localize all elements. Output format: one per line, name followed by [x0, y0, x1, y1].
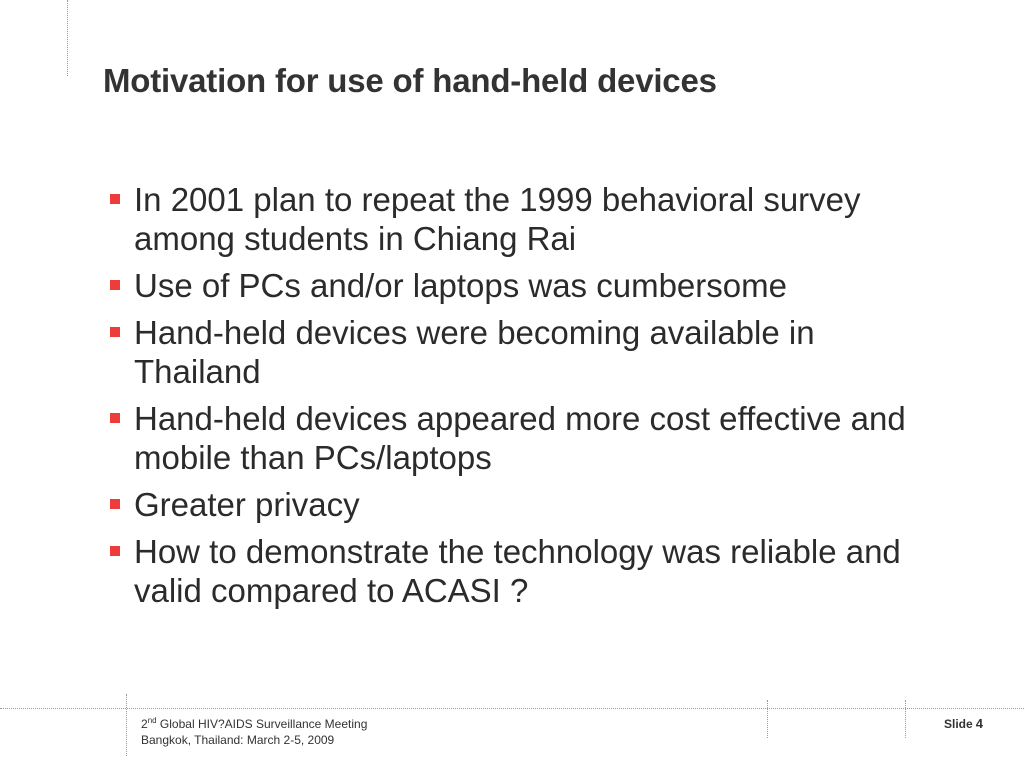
slide-number-label: [944, 716, 983, 731]
square-bullet-icon: [110, 546, 120, 556]
meeting-name: Global HIV?AIDS Surveillance Meeting: [156, 717, 368, 731]
square-bullet-icon: [110, 327, 120, 337]
meeting-ordinal-suffix: nd: [147, 716, 157, 725]
footer-middle-divider: [767, 700, 768, 738]
bullet-item: [110, 399, 940, 477]
slide-number: 4: [975, 716, 983, 731]
top-dotted-divider: [67, 0, 68, 76]
footer-dotted-divider: [0, 708, 1024, 709]
footer-meeting-line: [141, 716, 367, 732]
square-bullet-icon: [110, 499, 120, 509]
footer-location-date: Bangkok, Thailand: March 2-5, 2009: [141, 733, 335, 747]
bullet-text: How to demonstrate the technology was reliable and valid compared to ACASI ?: [134, 533, 901, 609]
bullet-item: [110, 313, 940, 391]
bullet-item: [110, 266, 940, 305]
footer-right-divider: [905, 700, 906, 738]
bullet-item: [110, 485, 940, 524]
bullet-text: Use of PCs and/or laptops was cumbersome: [134, 267, 787, 304]
slide-label: Slide: [944, 717, 973, 731]
footer-meeting-info: [141, 716, 367, 748]
bullet-list: [110, 180, 940, 618]
square-bullet-icon: [110, 280, 120, 290]
bullet-item: [110, 180, 940, 258]
square-bullet-icon: [110, 413, 120, 423]
bullet-item: [110, 532, 940, 610]
bullet-text: In 2001 plan to repeat the 1999 behavioral survey among students in Chiang Rai: [134, 181, 861, 257]
bullet-text: Greater privacy: [134, 486, 360, 523]
footer-left-divider: [126, 694, 127, 756]
bullet-text: Hand-held devices appeared more cost effective and mobile than PCs/laptops: [134, 400, 906, 476]
square-bullet-icon: [110, 194, 120, 204]
slide-title: Motivation for use of hand-held devices: [103, 62, 717, 99]
bullet-text: Hand-held devices were becoming available in Thailand: [134, 314, 815, 390]
meeting-number: 2: [141, 717, 148, 731]
